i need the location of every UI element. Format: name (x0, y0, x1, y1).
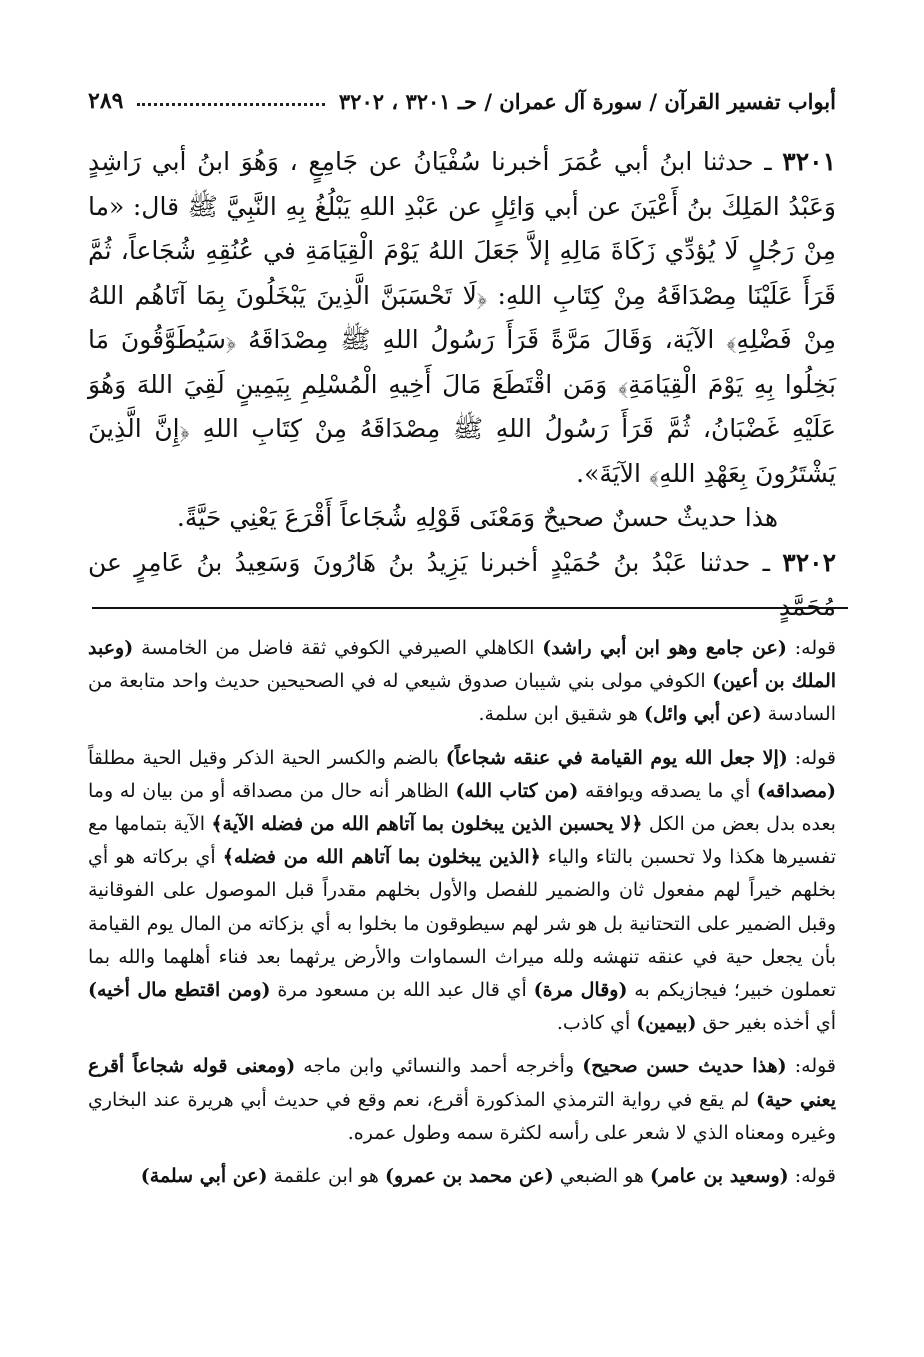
commentary-text: لم يقع في رواية الترمذي المذكورة أقرع، نعم وقع في حديث أبي هريرة عند البخاري وغيره ومعناه الذي لا شعر على رأسه لكثرة سمه وطول عمره. (88, 1088, 836, 1144)
commentary-lemma: (ومعنى قوله شجاعاً أقرع يعني حية) (88, 1055, 837, 1111)
commentary-text: قوله: (787, 746, 837, 769)
commentary-text: أي قال عبد الله بن مسعود مرة (270, 979, 534, 1002)
dotted-leader (137, 93, 324, 106)
hadith-number: ٣٢٠١ (782, 147, 836, 176)
commentary-lemma: (وعبد الملك بن أعين) (88, 637, 837, 693)
commentary-lemma: ﴿لا يحسبن الذين يبخلون بما آتاهم الله من فضله الآية﴾ (211, 813, 643, 836)
commentary-lemma: (بيمين) (636, 1012, 697, 1035)
commentary-lemma: (إلا جعل الله يوم القيامة في عنقه شجاعاً) (445, 746, 788, 769)
commentary-lemma: (ومن اقتطع مال أخيه) (88, 979, 271, 1002)
commentary-text: هو الضبعي (553, 1165, 650, 1188)
hadith-text: ـ حدثنا عَبْدُ بنُ حُمَيْدٍ أخبرنا يَزِيدُ بنُ هَارُونَ وَسَعِيدُ بنُ عَامِرٍ عن مُحَمَّدٍ (88, 547, 836, 621)
commentary-lemma: (مصداقه) (756, 779, 836, 802)
commentary-text: بالضم والكسر الحية الذكر وقيل الحية مطلقاً (88, 746, 446, 769)
commentary-lemma: (من كتاب الله) (455, 779, 579, 802)
page-header (88, 84, 836, 118)
hadith-3202 (88, 541, 836, 630)
commentary-lemma: (عن جامع وهو ابن أبي راشد) (542, 637, 787, 659)
commentary-text: أي ما يصدقه ويوافقه (578, 779, 757, 802)
footnote-separator (92, 607, 848, 609)
commentary-text: قوله: (786, 1055, 837, 1078)
commentary-lemma: (عن محمد بن عمرو) (384, 1165, 554, 1188)
commentary-lemma: (وسعيد بن عامر) (649, 1165, 789, 1188)
commentary-paragraph (88, 1160, 836, 1193)
hadith-main-text (88, 140, 836, 630)
hadith-number: ٣٢٠٢ (782, 547, 836, 577)
commentary-lemma: (عن أبي وائل) (644, 703, 762, 726)
commentary-lemma: ﴿الذين يبخلون بما آتاهم الله من فضله﴾ (222, 846, 541, 869)
commentary-text: الآية بتمامها مع تفسيرها هكذا ولا تحسبن بالتاء والياء (88, 813, 836, 869)
commentary-paragraph (88, 632, 836, 732)
hadith-text: ـ حدثنا ابنُ أبي عُمَرَ أخبرنا سُفْيَانُ عن جَامِعٍ ، وَهُوَ ابنُ أبي رَاشِدٍ وَعَبْدُ المَلِكَ بنُ أَعْيَنَ عن أبي وَائِلٍ عن عَبْدِ اللهِ يَبْلُغُ بِهِ النَّبِيَّ ﷺ قال: «ما مِنْ رَجُلٍ لَا يُؤدِّي زَكَاةَ مَالِهِ إلاَّ جَعَلَ اللهُ يَوْمَ الْقِيَامَةِ في عُنُقِهِ شُجَاعاً، ثُمَّ قَرَأَ عَلَيْنَا مِصْدَاقَهُ مِنْ كِتَابِ اللهِ: ﴿لَا تَحْسَبَنَّ الَّذِينَ يَبْخَلُونَ بِمَا آتَاهُم اللهُ مِنْ فَضْلِهِ﴾ الآيَة، وَقَالَ مَرَّةً قَرَأَ رَسُولُ اللهِ ﷺ مِصْدَاقَهُ ﴿سَيُطَوَّقُونَ مَا بَخِلُوا بِهِ يَوْمَ الْقِيَامَةِ﴾ وَمَن اقْتَطَعَ مَالَ أَخِيهِ الْمُسْلِمِ بِيَمِينٍ لَقِيَ اللهَ وَهُوَ عَلَيْهِ غَضْبَانُ، ثُمَّ قَرَأَ رَسُولُ اللهِ ﷺ مِصْدَاقَهُ مِنْ كِتَابِ اللهِ ﴿إِنَّ الَّذِينَ يَشْتَرُونَ بِعَهْدِ اللهِ﴾ الآيَةَ». (88, 147, 836, 488)
commentary-lemma: (هذا حديث حسن صحيح) (582, 1055, 787, 1078)
commentary-lemma: (عن أبي سلمة) (140, 1165, 268, 1188)
commentary-paragraph (88, 1050, 836, 1150)
commentary-paragraph (88, 742, 836, 1041)
commentary-text: وأخرجه أحمد والنسائي وابن ماجه (295, 1055, 583, 1078)
running-title: أبواب تفسير القرآن / سورة آل عمران / حـ ٣٢٠١ ، ٣٢٠٢ (338, 88, 836, 114)
commentary-section (88, 632, 836, 1203)
commentary-text: الكوفي مولى بني شيبان صدوق شيعي له في الصحيحين حديث واحد متابعة من السادسة (88, 670, 836, 726)
commentary-text: أي أخذه بغير حق (696, 1012, 836, 1035)
page-number: ٢٨٩ (88, 88, 124, 114)
commentary-text: الكاهلي الصيرفي الكوفي ثقة فاضل من الخامسة (133, 637, 543, 659)
commentary-text: أي كاذب. (556, 1012, 637, 1035)
commentary-text: هو ابن علقمة (267, 1165, 385, 1188)
commentary-text: قوله: (788, 1165, 836, 1188)
commentary-text: قوله: (786, 637, 837, 659)
commentary-text: أي بركاته هو أي بخلهم خيراً لهم مفعول ثان والضمير للفصل والأول بخلهم مقدراً قبل الموصول على الفوقانية وقبل الضمير على التحتانية بل هو شر لهم سيطوقون ما بخلوا به أي بزكاته من المال يوم القيامة بأن يجعل حية في عنقه تنهشه ولله ميراث السماوات والأرض يرثهما بعد فناء أهلهما والله بما تعملون خبير؛ فيجازيكم به (88, 846, 836, 1002)
commentary-text: هو شقيق ابن سلمة. (478, 703, 645, 726)
hadith-3201 (88, 140, 836, 496)
hadith-grading: هذا حديثٌ حسنٌ صحيحٌ وَمَعْنَى قَوْلِهِ شُجَاعاً أَقْرَعَ يَعْنِي حَيَّةً. (176, 503, 778, 532)
commentary-lemma: (وقال مرة) (533, 979, 628, 1002)
commentary-text: الظاهر أنه حال من مصداقه أو من بيان له وما بعده بدل بعض من الكل (88, 779, 836, 836)
